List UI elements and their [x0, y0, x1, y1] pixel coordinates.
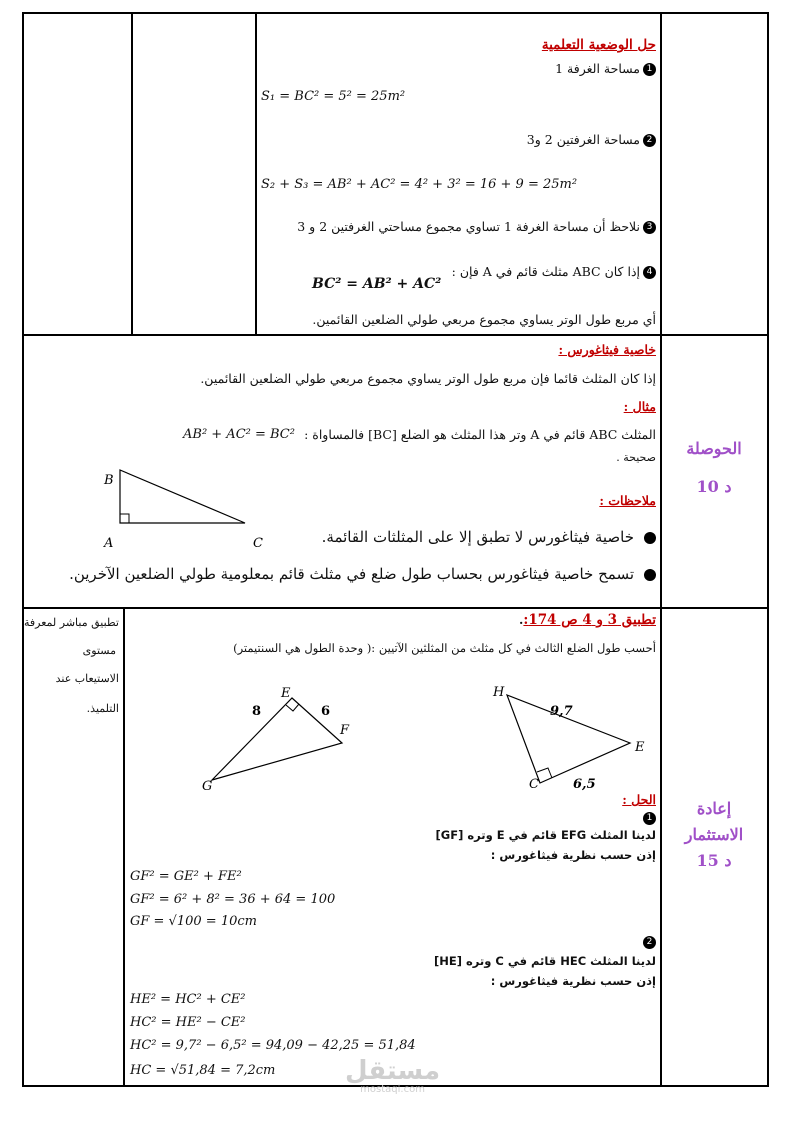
- property-text: إذا كان المثلث قائما فإن مربع طول الوتر يساوي مجموع مربعي طولي الضلعين القائمين.: [200, 371, 656, 386]
- solution-title: الحل :: [622, 792, 656, 807]
- col-divider-right: [660, 12, 662, 1087]
- side-6: 6: [321, 704, 331, 719]
- sol1-eq3: GF = √100 = 10cm: [130, 914, 257, 929]
- section1-item2: 2مساحة الغرفتين 2 و3: [527, 133, 656, 147]
- section2-side-time: 10 د: [696, 477, 732, 496]
- exercise-text: أحسب طول الضلع الثالث في كل مثلث من المثلثين الآتيين :( وحدة الطول هي السنتيمتر): [233, 641, 656, 655]
- section3-side-label-2: الاستثمار: [684, 825, 744, 844]
- bullet-1-icon: 1: [643, 63, 656, 76]
- label-E: E: [281, 686, 291, 701]
- sol2-eq3: HC² = 9,7² − 6,5² = 94,09 − 42,25 = 51,84: [130, 1038, 416, 1053]
- triangle-efg-figure: [195, 680, 370, 795]
- side-6-5: 6,5: [573, 777, 596, 792]
- solution-1-num: [640, 811, 656, 825]
- section1-conclusion: أي مربع طول الوتر يساوي مجموع مربعي طولي الضلعين القائمين.: [312, 312, 656, 327]
- sol1-line1: لدينا المثلث EFG قائم في E وتره [GF]: [435, 828, 656, 842]
- right-angle-mark-c: [537, 768, 552, 778]
- triangle-abc-figure: [95, 460, 265, 555]
- side-9-7: 9,7: [550, 704, 573, 719]
- notes-title: ملاحظات :: [599, 493, 656, 508]
- section1-title: حل الوضعية التعلمية: [541, 37, 656, 53]
- sol1-line2: إذن حسب نظرية فيثاغورس :: [490, 848, 656, 862]
- label-C2: C: [529, 777, 539, 792]
- note-bullet-icon: [644, 569, 656, 581]
- left-note-2: مستوى: [82, 644, 116, 657]
- row-divider-1: [22, 334, 769, 336]
- watermark: [345, 1058, 440, 1095]
- sol1-eq1: GF² = GE² + FE²: [130, 869, 242, 884]
- sol2-eq4: HC = √51,84 = 7,2cm: [130, 1063, 276, 1078]
- col-divider-row1-a: [131, 12, 133, 335]
- property-title: خاصية فيثاغورس :: [558, 342, 656, 357]
- exercise-title: تطبيق 3 و 4 ص 174:.: [519, 612, 656, 628]
- bullet-1-icon: 1: [643, 812, 656, 825]
- sol2-eq1: HE² = HC² + CE²: [130, 992, 246, 1007]
- sol2-line1: لدينا المثلث HEC قائم في C وتره [HE]: [433, 954, 656, 968]
- example-title: مثال :: [623, 399, 656, 414]
- example-end: صحيحة .: [616, 451, 656, 464]
- side-8: 8: [252, 704, 262, 719]
- section1-eq4: BC² = AB² + AC²: [312, 276, 442, 292]
- bullet-2-icon: 2: [643, 134, 656, 147]
- section1-item3: 3نلاحظ أن مساحة الغرفة 1 تساوي مجموع مساحتي الغرفتين 2 و 3: [297, 220, 656, 234]
- section2-side-label: الحوصلة: [686, 439, 742, 458]
- example-text: المثلث ABC قائم في A وتر هذا المثلث هو الضلع [BC] فالمساواة :: [304, 427, 656, 442]
- note-bullet-icon: [644, 532, 656, 544]
- label-A: A: [104, 536, 114, 551]
- bullet-3-icon: 3: [643, 221, 656, 234]
- label-E2: E: [635, 740, 645, 755]
- sol2-eq2: HC² = HE² − CE²: [130, 1015, 246, 1030]
- left-note-4: التلميذ.: [86, 702, 119, 715]
- watermark-arabic: مستقل: [345, 1056, 441, 1086]
- section1-item1: 1مساحة الغرفة 1: [555, 62, 656, 76]
- section1-item4: 4إذا كان ABC مثلث قائم في A فإن :: [452, 265, 656, 279]
- row-divider-2: [22, 607, 769, 609]
- left-note-1: تطبيق مباشر لمعرفة: [24, 616, 119, 629]
- note-1: خاصية فيثاغورس لا تطبق إلا على المثلثات القائمة.: [322, 529, 656, 546]
- example-eq: AB² + AC² = BC²: [183, 427, 295, 442]
- sol1-eq2: GF² = 6² + 8² = 36 + 64 = 100: [130, 892, 336, 907]
- col-divider-row1-b: [255, 12, 257, 335]
- section1-eq1: S₁ = BC² = 5² = 25m²: [261, 89, 406, 104]
- label-F: F: [340, 723, 350, 738]
- left-note-3: الاستيعاب عند: [55, 672, 119, 685]
- watermark-latin: mostaqi.com: [360, 1084, 425, 1095]
- bullet-4-icon: 4: [643, 266, 656, 279]
- section1-eq2: S₂ + S₃ = AB² + AC² = 4² + 3² = 16 + 9 = 25m²: [261, 177, 578, 192]
- right-angle-mark: [120, 514, 129, 523]
- solution-2-num: [640, 935, 656, 949]
- label-C: C: [253, 536, 263, 551]
- label-G: G: [202, 779, 213, 794]
- label-B: B: [104, 473, 114, 488]
- sol2-line2: إذن حسب نظرية فيثاغورس :: [490, 974, 656, 988]
- triangle-hec-figure: [485, 680, 660, 800]
- section3-side-label-1: إعادة: [696, 799, 732, 818]
- section3-side-time: 15 د: [696, 851, 732, 870]
- bullet-2-icon: 2: [643, 936, 656, 949]
- col-divider-row3: [123, 607, 125, 1087]
- label-H: H: [493, 685, 505, 700]
- note-2: تسمح خاصية فيثاغورس بحساب طول ضلع في مثلث قائم بمعلومية طولي الضلعين الآخرين.: [69, 566, 656, 583]
- right-angle-mark-e: [286, 704, 299, 711]
- triangle-abc: [120, 470, 245, 523]
